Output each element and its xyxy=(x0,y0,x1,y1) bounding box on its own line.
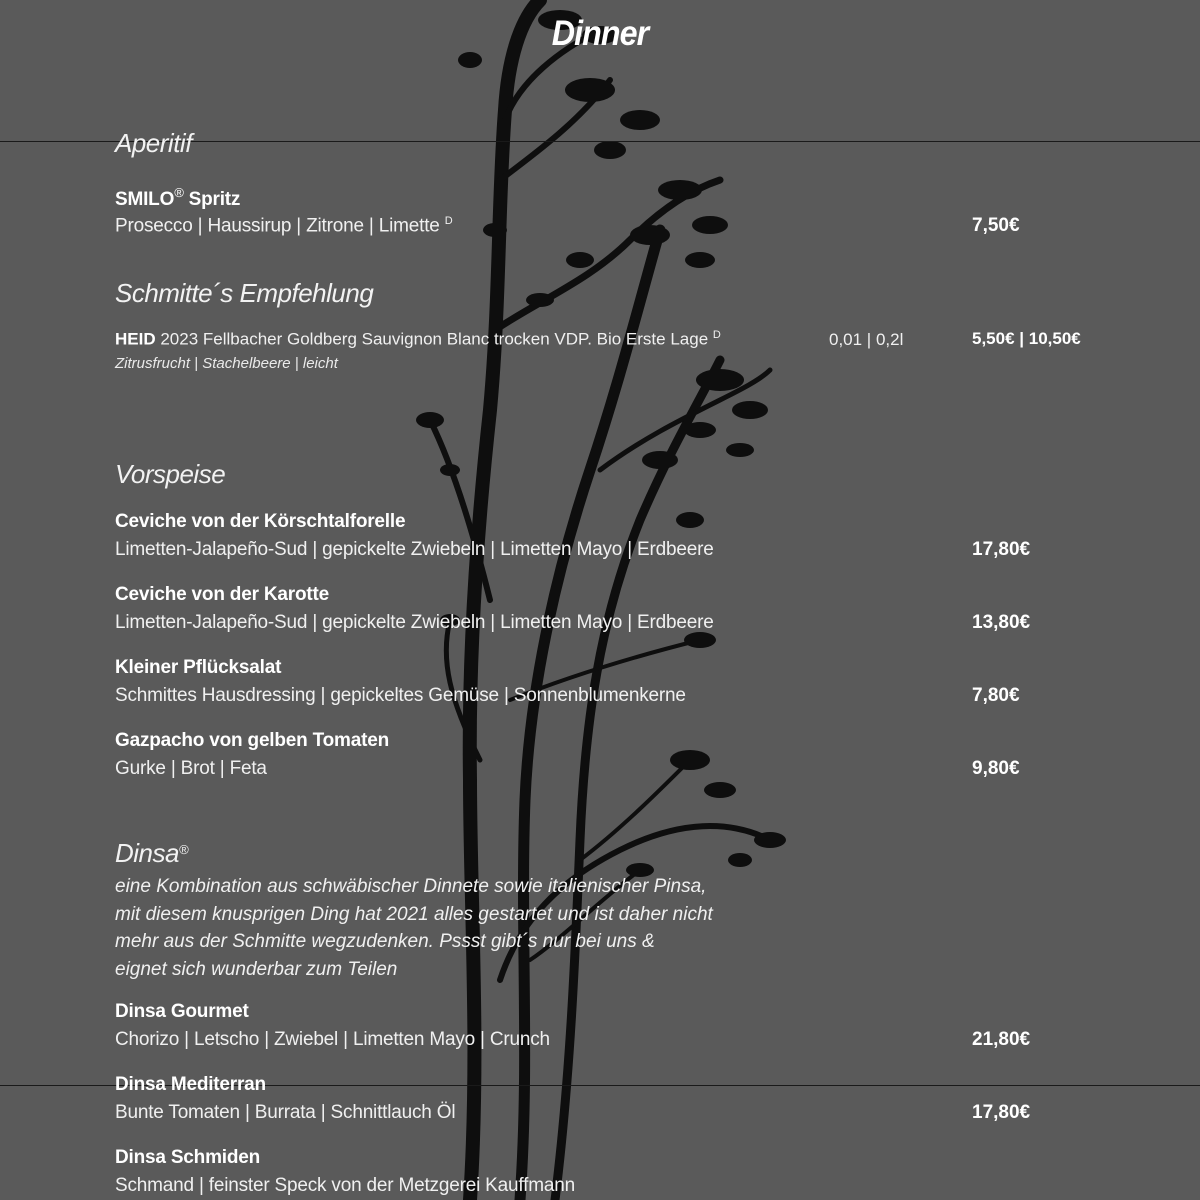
wine-producer: HEID xyxy=(115,329,156,349)
item-price: 17,80€ xyxy=(972,1102,1031,1123)
section-heading-empfehlung: Schmitte´s Empfehlung xyxy=(115,278,374,308)
intro-line: mit diesem knusprigen Ding hat 2021 alles gestartet und ist daher nicht xyxy=(115,903,713,925)
registered-mark: ® xyxy=(178,842,189,857)
item-desc: Limetten-Jalapeño-Sud | gepickelte Zwiebeln | Limetten Mayo | Erdbeere xyxy=(115,612,714,633)
section-heading-vorspeise: Vorspeise xyxy=(115,459,226,489)
item-name: Dinsa Schmiden xyxy=(115,1147,261,1168)
dinsa-intro xyxy=(115,873,755,983)
item-price: 9,80€ xyxy=(972,758,1020,779)
item-price: 17,80€ xyxy=(972,539,1031,560)
wine-price: 5,50€ | 10,50€ xyxy=(972,329,1081,348)
item-name: Ceviche von der Körschtalforelle xyxy=(115,511,406,532)
item-name: Dinsa Gourmet xyxy=(115,1001,249,1022)
item-desc: Gurke | Brot | Feta xyxy=(115,758,267,779)
item-name: Ceviche von der Karotte xyxy=(115,584,329,605)
allergen-mark: D xyxy=(444,215,453,227)
intro-line: mehr aus der Schmitte wegzudenken. Pssst gibt´s nur bei uns & xyxy=(115,931,655,952)
intro-line: eignet sich wunderbar zum Teilen xyxy=(115,958,398,980)
section-heading-dinsa: Dinsa® xyxy=(115,838,189,868)
item-price: 7,80€ xyxy=(972,685,1020,706)
item-desc: Schmand | feinster Speck von der Metzgerei Kauffmann xyxy=(115,1175,575,1196)
item-name: Kleiner Pflücksalat xyxy=(115,657,282,678)
allergen-mark: D xyxy=(712,329,721,341)
wine-tasting-notes: Zitrusfrucht | Stachelbeere | leicht xyxy=(115,355,338,372)
item-name: Dinsa Mediterran xyxy=(115,1074,266,1095)
intro-line: eine Kombination aus schwäbischer Dinnete sowie italienischer Pinsa, xyxy=(115,876,707,897)
item-price: 13,80€ xyxy=(972,612,1031,633)
item-name-smilo-spritz: SMILO® Spritz xyxy=(115,185,241,210)
item-price-smilo-spritz: 7,50€ xyxy=(972,215,1020,236)
wine-description: HEID 2023 Fellbacher Goldberg Sauvignon Blanc trocken VDP. Bio Erste Lage $^D$ xyxy=(115,329,721,349)
item-desc-smilo-spritz: Prosecco | Haussirup | Zitrone | Limette $^D$ xyxy=(115,215,453,237)
item-desc: Schmittes Hausdressing | gepickeltes Gemüse | Sonnenblumenkerne xyxy=(115,685,686,706)
wine-volume: 0,01 | 0,2l xyxy=(829,330,904,349)
section-heading-aperitif: Aperitif xyxy=(115,128,192,158)
item-desc: Chorizo | Letscho | Zwiebel | Limetten Mayo | Crunch xyxy=(115,1029,550,1050)
page-title: Dinner xyxy=(551,14,649,53)
item-name: Gazpacho von gelben Tomaten xyxy=(115,730,390,751)
item-desc: Limetten-Jalapeño-Sud | gepickelte Zwiebeln | Limetten Mayo | Erdbeere xyxy=(115,539,714,560)
registered-mark: ® xyxy=(174,185,184,200)
item-desc: Bunte Tomaten | Burrata | Schnittlauch Öl xyxy=(115,1102,456,1123)
item-price: 21,80€ xyxy=(972,1029,1031,1050)
